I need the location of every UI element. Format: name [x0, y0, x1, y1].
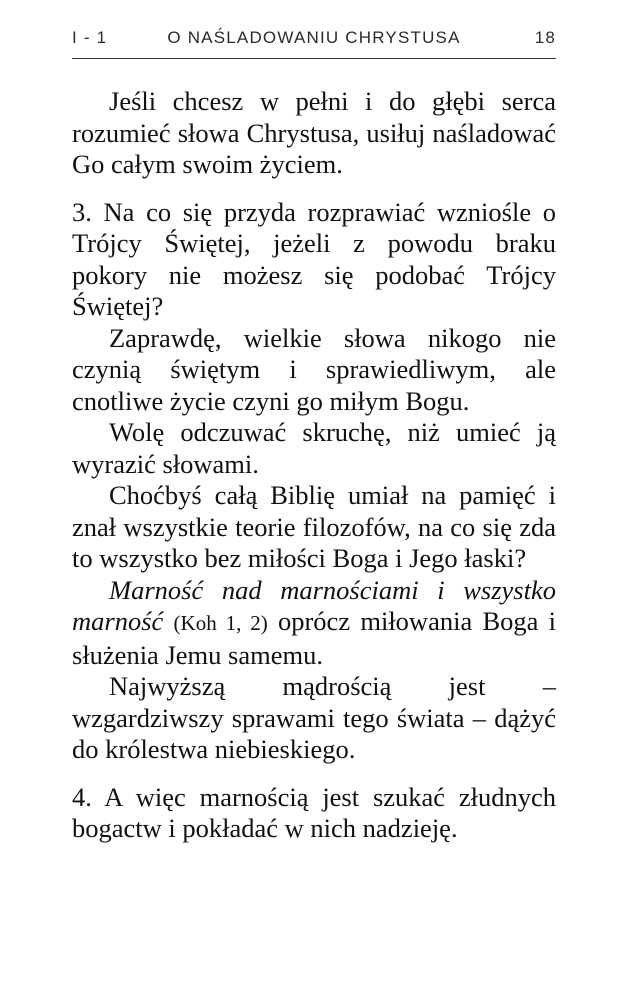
scripture-reference: (Koh 1, 2) — [173, 611, 268, 635]
running-header — [72, 24, 556, 56]
paragraph: Najwyższą mądrością jest – wzgardziwszy sprawami tego świata – dążyć do królestwa niebieskiego. — [72, 671, 556, 764]
paragraph: Wolę odczuwać skruchę, niż umieć ją wyrazić słowami. — [72, 417, 556, 479]
paragraph: Choćbyś całą Biblię umiał na pamięć i znał wszystkie teorie filozofów, na co się zda to wszystko bez miłości Boga i Jego łaski? — [72, 480, 556, 573]
numbered-paragraph-4: 4. A więc marnością jest szukać złudnych bogactw i pokładać w nich nadzieję. — [72, 781, 556, 843]
paragraph-with-quote — [72, 575, 556, 672]
page-body — [72, 86, 556, 845]
header-rule — [72, 58, 556, 59]
numbered-paragraph-3: 3. Na co się przyda rozprawiać wzniośle o Trójcy Świętej, jeżeli z powodu braku pokory nie możesz się podobać Trójcy Świętej? — [72, 196, 556, 321]
paragraph: Zaprawdę, wielkie słowa nikogo nie czynią świętym i sprawiedliwym, ale cnotliwe życie czyni go miłym Bogu. — [72, 322, 556, 416]
page-number: 18 — [534, 28, 556, 47]
paragraph: Jeśli chcesz w pełni i do głębi serca rozumieć słowa Chrystusa, usiłuj naśladować Go całym swoim życiem. — [72, 86, 556, 179]
book-title: O NAŚLADOWANIU CHRYSTUSA — [167, 28, 461, 47]
section-label: I - 1 — [72, 28, 108, 47]
paragraph-text: oprócz miłowania Boga i służenia Jemu samemu. — [72, 606, 557, 670]
scripture-quote: Marność nad marnościami i wszystko marność — [72, 574, 556, 636]
